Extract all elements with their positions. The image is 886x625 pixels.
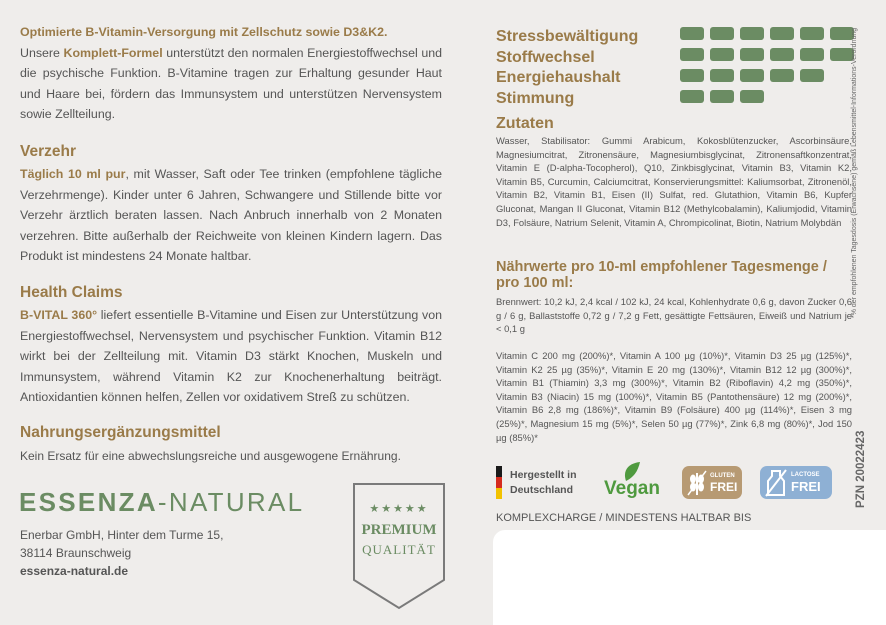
dot (740, 69, 764, 82)
brand-name-b: -NATURAL (157, 487, 305, 517)
milk-bottle-icon (765, 469, 787, 497)
claims-text (20, 305, 442, 408)
claims-title: Health Claims (20, 284, 123, 301)
dot (740, 48, 764, 61)
dot (800, 27, 824, 40)
benefit-energie: Energiehaushalt (496, 69, 621, 86)
benefit-dot-matrix (680, 27, 854, 103)
intro-pre: Unsere (20, 45, 64, 60)
verzehr-rest: , mit Wasser, Saft oder Tee trinken (empfohlene tägliche Verzehrmenge). Kinder unter 6 Jahren, Schwangere und Stillende bitte vor Verzehr ärztlich beraten lassen. Nach Anbruch innerhalb von 2 Monaten verzehren. Bitte außerhalb der Reichweite von kleinen Kindern lagern. Das Produkt ist mindestens 24 Monate haltbar. (20, 167, 442, 263)
dot (710, 48, 734, 61)
lactose-small-label: LACTOSE (791, 472, 820, 478)
charge-label: KOMPLEXCHARGE / MINDESTENS HALTBAR BIS (496, 512, 752, 524)
intro-heading: Optimierte B-Vitamin-Versorgung mit Zellschutz sowie D3&K2. (20, 25, 388, 39)
address-line-2: 38114 Braunschweig (20, 546, 132, 560)
dot (740, 27, 764, 40)
benefit-stress: Stressbewältigung (496, 28, 639, 45)
verzehr-text (20, 164, 442, 267)
dot (710, 69, 734, 82)
supplement-title: Nahrungsergänzungsmittel (20, 424, 221, 441)
brand-address (20, 526, 223, 580)
gluten-free-badge (682, 466, 742, 499)
dot (680, 48, 704, 61)
seal-premium: PREMIUM (361, 522, 437, 538)
lactose-frei-label: FREI (791, 479, 821, 494)
dot (710, 90, 734, 103)
naehrwerte-vitamine: Vitamin C 200 mg (200%)*, Vitamin A 100 µg (10%)*, Vitamin D3 25 µg (125%)*, Vitamin K2 25 µg (35%)*, Vitamin E 20 mg (130%)*, Vitamin B12 12 µg (300%)*, Vitamin B1 (Thiamin) 3,3 mg (300%)*, Vitamin B2 (Riboflavin) 4,2 mg (350%)*, Vitamin B3 (Niacin) 15 mg (100%)*, Vitamin B5 (Pantothensäure) 12 mg (200%)*, Vitamin B6 2,8 mg (186%)*, Vitamin B9 (Folsäure) 400 µg (114%)*, Eisen 3 mg (25%)*, Magnesium 15 mg (5%)*, Selen 50 µg (77%)*, Zink 6,8 mg (80%)*, Jod 150 µg (85%)* (496, 350, 852, 443)
gluten-small-label: GLUTEN (710, 473, 735, 479)
verzehr-title: Verzehr (20, 143, 77, 160)
supplement-text: Kein Ersatz für eine abwechslungsreiche und ausgewogene Ernährung. (20, 449, 401, 463)
intro-rest: unterstützt den normalen Energiestoffwechsel und die psychische Funktion. B-Vitamine tragen zur Erhaltung gesunder Haut und Haare bei, fördern das Immunsystem und unterstützen Nervensystem sowie Zellteilung. (20, 45, 442, 121)
seal-stars: ★★★★★ (369, 503, 429, 515)
dot (710, 27, 734, 40)
benefit-stimmung: Stimmung (496, 89, 575, 107)
seal-qualitaet: QUALITÄT (362, 542, 436, 557)
vegan-label: Vegan (604, 478, 660, 499)
pzn-number: PZN 20022423 (855, 430, 867, 508)
gluten-frei-label: FREI (710, 480, 738, 494)
wheat-icon (687, 470, 707, 496)
dot (800, 69, 824, 82)
zutaten-text: Wasser, Stabilisator: Gummi Arabicum, Kokosblütenzucker, Ascorbinsäure, Magnesiumcitrat, Zitronensäure, Magnesiumbisglycinat, Zitronensaftkonzentrat, Vitamin E (D-alpha-Tocopherol), Q10, Zinkbisglycinat, Vitamin B3, Vitamin K2, Vitamin B5, Curcumin, Calciumcitrat, Konservierungsmittel: Kaliumsorbat, Zitronenöl, Vitamin B2, Vitamin B1, Eisen (II) Sulfat, red. Glutathion, Vitamin B6, Kupfer Gluconat, Mangan II Gluconat, Vitamin B12 (Methylcobalamin), Kaliumjodid, Vitamin D3, Folsäure, Natrium Selenit, Vitamin A, Chrompicolinat, Biotin, Natrium Molybdän (496, 135, 852, 228)
benefit-stoffwechsel: Stoffwechsel (496, 48, 595, 66)
intro-text (20, 22, 442, 125)
dot (740, 90, 764, 103)
zutaten-title: Zutaten (496, 115, 554, 132)
dot (680, 69, 704, 82)
benefit-list (496, 27, 638, 109)
side-footnote: *% der empfohlenen Tagesdosis (Erwachsene) gemäß Lebensmittel-Informations-Verordnung (851, 27, 858, 318)
dot (680, 27, 704, 40)
brand-name-a: ESSENZA (19, 487, 158, 517)
german-flag-icon (496, 466, 502, 499)
dot (770, 69, 794, 82)
batch-print-area (493, 530, 886, 625)
made-in-germany: Hergestellt in Deutschland (510, 469, 577, 496)
dot (800, 48, 824, 61)
brand-logo (19, 487, 304, 518)
premium-seal (352, 482, 446, 610)
claims-bold: B-VITAL 360° (20, 308, 98, 322)
claims-rest: liefert essentielle B-Vitamine und Eisen zur Unterstützung von Energiestoffwechsel, Nervensystem und psychischer Funktion. Vitamin B12 wirkt bei der Zellteilung mit. Vitamin D3 stärkt Knochen, Muskeln und Immunsystem, während Vitamin K2 zur Knochenerhaltung beiträgt. Antioxidantien können helfen, Zellen vor oxidativem Streß zu schützen. (20, 308, 443, 404)
dot (680, 90, 704, 103)
vegan-badge (604, 461, 668, 501)
naehrwerte-title: Nährwerte pro 10-ml empfohlener Tagesmenge / pro 100 ml: (496, 259, 827, 291)
verzehr-bold: Täglich 10 ml pur (20, 167, 126, 181)
naehrwerte-brennwert: Brennwert: 10,2 kJ, 2,4 kcal / 102 kJ, 24 kcal, Kohlenhydrate 0,6 g, davon Zucker 0,6 g / 6 g, Ballaststoffe 0,72 g / 7,2 g Fett, gesättigte Fettsäuren, Eiweiß und Natrium je < 0,1 g (496, 296, 852, 335)
brand-website: essenza-natural.de (20, 564, 129, 578)
dot (770, 27, 794, 40)
intro-bold: Komplett-Formel (63, 45, 163, 60)
lactose-free-badge (760, 466, 832, 499)
dot (770, 48, 794, 61)
address-line-1: Enerbar GmbH, Hinter dem Turme 15, (20, 528, 224, 542)
